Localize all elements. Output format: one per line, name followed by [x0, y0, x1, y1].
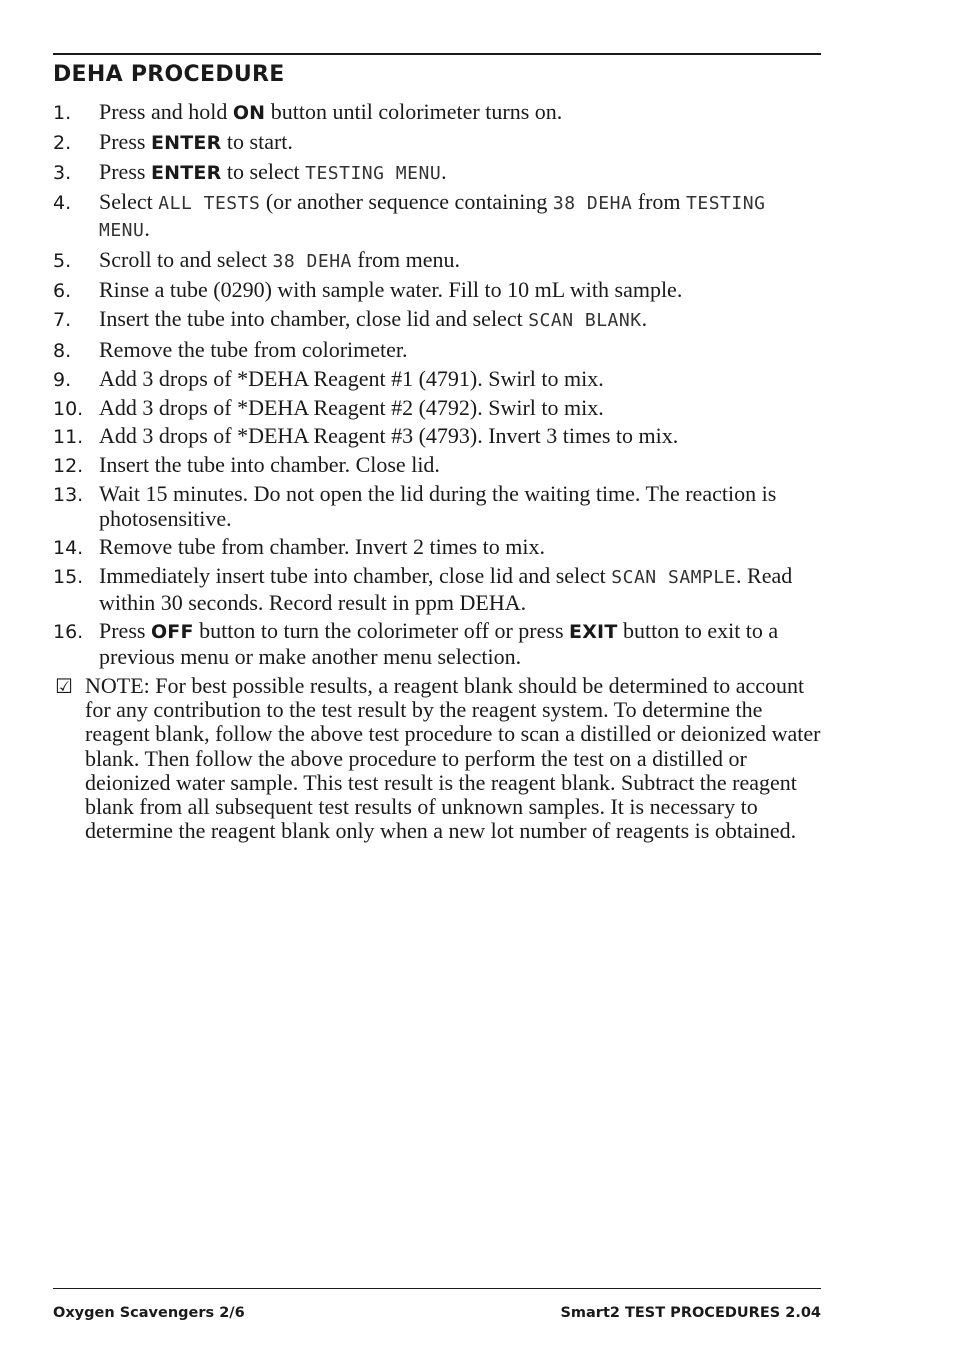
procedure-step: [53, 367, 823, 392]
section-heading: DEHA PROCEDURE: [53, 62, 285, 87]
button-keyword: ENTER: [150, 131, 222, 154]
step-number: 6.: [53, 280, 72, 303]
procedure-step: [53, 130, 823, 156]
procedure-steps: [53, 100, 823, 674]
step-text: Add 3 drops of *DEHA Reagent #2 (4792). Swirl to mix.: [99, 394, 604, 420]
step-text: Remove the tube from colorimeter.: [99, 337, 408, 363]
step-text: to select: [221, 158, 306, 184]
step-number: 16.: [53, 621, 84, 644]
step-number: 14.: [53, 537, 84, 560]
checkbox-checked-icon: ☑: [55, 674, 73, 698]
step-text: Press and hold: [99, 99, 233, 124]
step-text: to start.: [221, 128, 293, 154]
note-text: NOTE: For best possible results, a reagent blank should be determined to account for any contribution to the test result by the reagent system. To determine the reagent blank, follow the above test procedure to scan a distilled or deionized water blank. Then follow the above procedure to perform the test on a distilled or deionized water sample. This test result is the reagent blank. Subtract the reagent blank from all subsequent test results of unknown samples. It is necessary to determine the reagent blank only when a new lot number of reagents is obtained.: [85, 673, 821, 844]
procedure-step: [53, 564, 823, 615]
footer-document-label: Smart2 TEST PROCEDURES 2.04: [560, 1305, 821, 1321]
step-number: 10.: [53, 397, 84, 420]
footer-section-label: Oxygen Scavengers 2/6: [53, 1305, 245, 1321]
note-block: [55, 674, 825, 843]
step-number: 7.: [53, 309, 72, 332]
procedure-step: [53, 278, 823, 303]
step-text: button to turn the colorimeter off or press: [193, 618, 570, 644]
button-keyword: OFF: [150, 621, 194, 644]
step-text: .: [441, 158, 447, 184]
step-number: 9.: [53, 368, 72, 391]
step-text: Press: [99, 128, 151, 154]
display-text: 38 DEHA: [272, 250, 352, 272]
display-text: SCAN SAMPLE: [611, 567, 737, 589]
procedure-step: [53, 338, 823, 363]
step-number: 3.: [53, 161, 72, 184]
step-text: Immediately insert tube into chamber, close lid and select: [99, 563, 612, 589]
step-number: 2.: [53, 131, 72, 154]
button-keyword: ENTER: [150, 161, 222, 184]
step-number: 11.: [53, 426, 84, 449]
step-text: from: [632, 189, 687, 215]
step-number: 4.: [53, 192, 72, 215]
step-number: 5.: [53, 249, 72, 272]
procedure-step: [53, 535, 823, 560]
step-text: .: [641, 306, 648, 332]
step-text: Scroll to and select: [99, 246, 273, 272]
display-text: 38 DEHA: [552, 193, 633, 215]
display-text: SCAN BLANK: [528, 310, 642, 332]
procedure-step: [53, 160, 823, 187]
step-text: Select: [99, 189, 159, 215]
step-text: Press: [99, 158, 151, 184]
step-text: button until colorimeter turns on.: [265, 99, 563, 124]
step-text: Rinse a tube (0290) with sample water. Fill to 10 mL with sample.: [99, 277, 683, 303]
step-text: . Read within 30 seconds. Record result in ppm DEHA.: [99, 563, 793, 615]
step-text: Wait 15 minutes. Do not open the lid during the waiting time. The reaction is photosensitive.: [99, 481, 777, 531]
procedure-step: [53, 482, 823, 531]
step-text: Insert the tube into chamber. Close lid.: [99, 452, 440, 478]
button-keyword: EXIT: [569, 621, 618, 644]
display-text: TESTING MENU: [305, 162, 442, 184]
step-text: from menu.: [351, 246, 461, 272]
step-number: 13.: [53, 484, 84, 507]
step-text: Insert the tube into chamber, close lid and select: [99, 306, 529, 332]
procedure-step: [53, 453, 823, 478]
step-text: .: [144, 215, 150, 241]
step-text: Add 3 drops of *DEHA Reagent #3 (4793). Invert 3 times to mix.: [99, 423, 679, 449]
procedure-step: [53, 190, 823, 243]
procedure-step: [53, 424, 823, 449]
procedure-step: [53, 248, 823, 275]
step-number: 12.: [53, 455, 84, 478]
button-keyword: ON: [232, 102, 266, 124]
procedure-step: [53, 619, 823, 669]
step-number: 8.: [53, 340, 72, 363]
procedure-step: [53, 307, 823, 334]
display-text: TESTING MENU: [99, 193, 766, 241]
step-number: 1.: [53, 102, 72, 124]
step-text: Remove tube from chamber. Invert 2 times to mix.: [99, 534, 546, 560]
procedure-step: [53, 100, 823, 126]
step-text: button to exit to a previous menu or make another menu selection.: [99, 618, 779, 669]
top-rule: [53, 53, 821, 55]
step-text: (or another sequence containing: [260, 189, 553, 215]
display-text: ALL TESTS: [158, 193, 261, 215]
step-text: Press: [99, 618, 151, 644]
procedure-step: [53, 396, 823, 421]
step-number: 15.: [53, 566, 84, 589]
step-text: Add 3 drops of *DEHA Reagent #1 (4791). Swirl to mix.: [99, 365, 604, 391]
bottom-rule: [53, 1288, 821, 1289]
